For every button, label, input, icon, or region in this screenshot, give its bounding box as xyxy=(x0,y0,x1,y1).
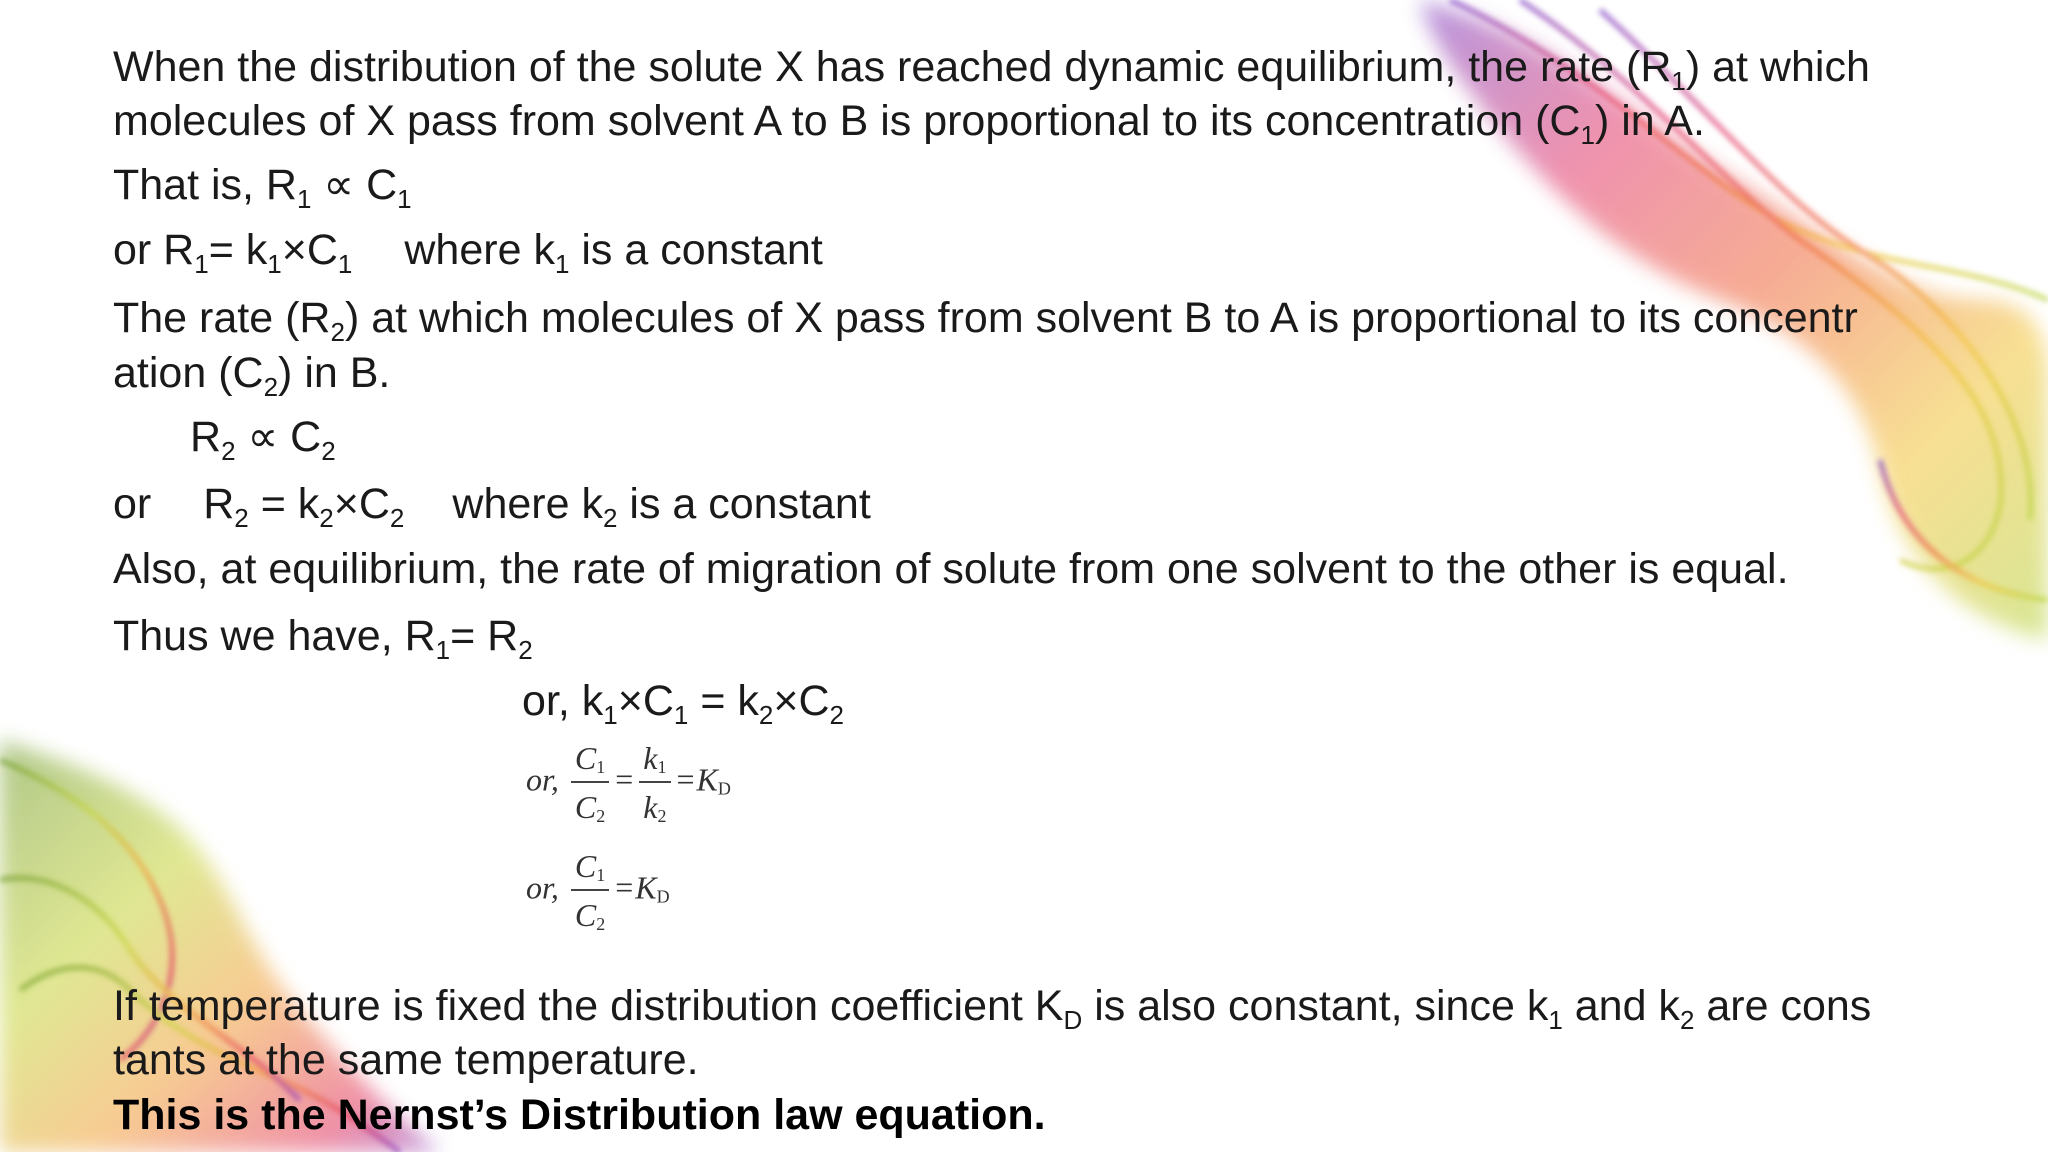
equation-r1-equals-r2: Thus we have, $R_1= R_2$ xyxy=(113,612,533,665)
fraction-k1-k2: $\frac{k_1}{k_2}$ xyxy=(639,740,670,826)
fraction-equation-kd-ratio: or, $\frac{C_1}{C_2}$ = $\frac{k_1}{k_2}$ $=K_D$ xyxy=(526,740,731,826)
equation-k-c-equal: or, $k_1\times C_1 = k_2\times C_2$ xyxy=(522,677,844,730)
text-line-rate-r2: The rate $(R_2)$ at which molecules of X pass from solvent B to A is proportional to its concentr xyxy=(113,294,1858,347)
equation-r2-proportional: $R_2 \propto C_2$ xyxy=(190,413,336,466)
text-line-1: When the distribution of the solute X has reached dynamic equilibrium, the rate $(R_1)$ at which xyxy=(113,43,1870,96)
text-line-rate-r2-cont: ation $(C_2)$ in B. xyxy=(113,349,391,402)
fraction-c1-c2-final: $\frac{C_1}{C_2}$ xyxy=(571,848,609,934)
equation-r1-constant: or $R_1= k_1\times C_1$ where $k_1$ is a constant xyxy=(113,226,823,279)
fraction-equation-kd: or, $\frac{C_1}{C_2}$ $=K_D$ xyxy=(526,848,670,934)
equation-r1-proportional: That is, $R_1 \propto C_1$ xyxy=(113,161,412,214)
text-line-2: molecules of X pass from solvent A to B is proportional to its concentration $(C_1)$ in A. xyxy=(113,97,1705,150)
text-line-temperature-cont: tants at the same temperature. xyxy=(113,1036,699,1084)
conclusion-nernst-law: This is the Nernst’s Distribution law equation. xyxy=(113,1091,1046,1139)
fraction-c1-c2: $\frac{C_1}{C_2}$ xyxy=(571,740,609,826)
text-line-equilibrium: Also, at equilibrium, the rate of migration of solute from one solvent to the other is equal. xyxy=(113,545,1789,593)
equation-r2-constant: or $R_2 = k_2\times C_2$ where $k_2$ is a constant xyxy=(113,480,871,533)
text-line-temperature: If temperature is fixed the distribution coefficient $K_D$ is also constant, since $k_1$ and $k_2$ are cons xyxy=(113,982,1872,1035)
